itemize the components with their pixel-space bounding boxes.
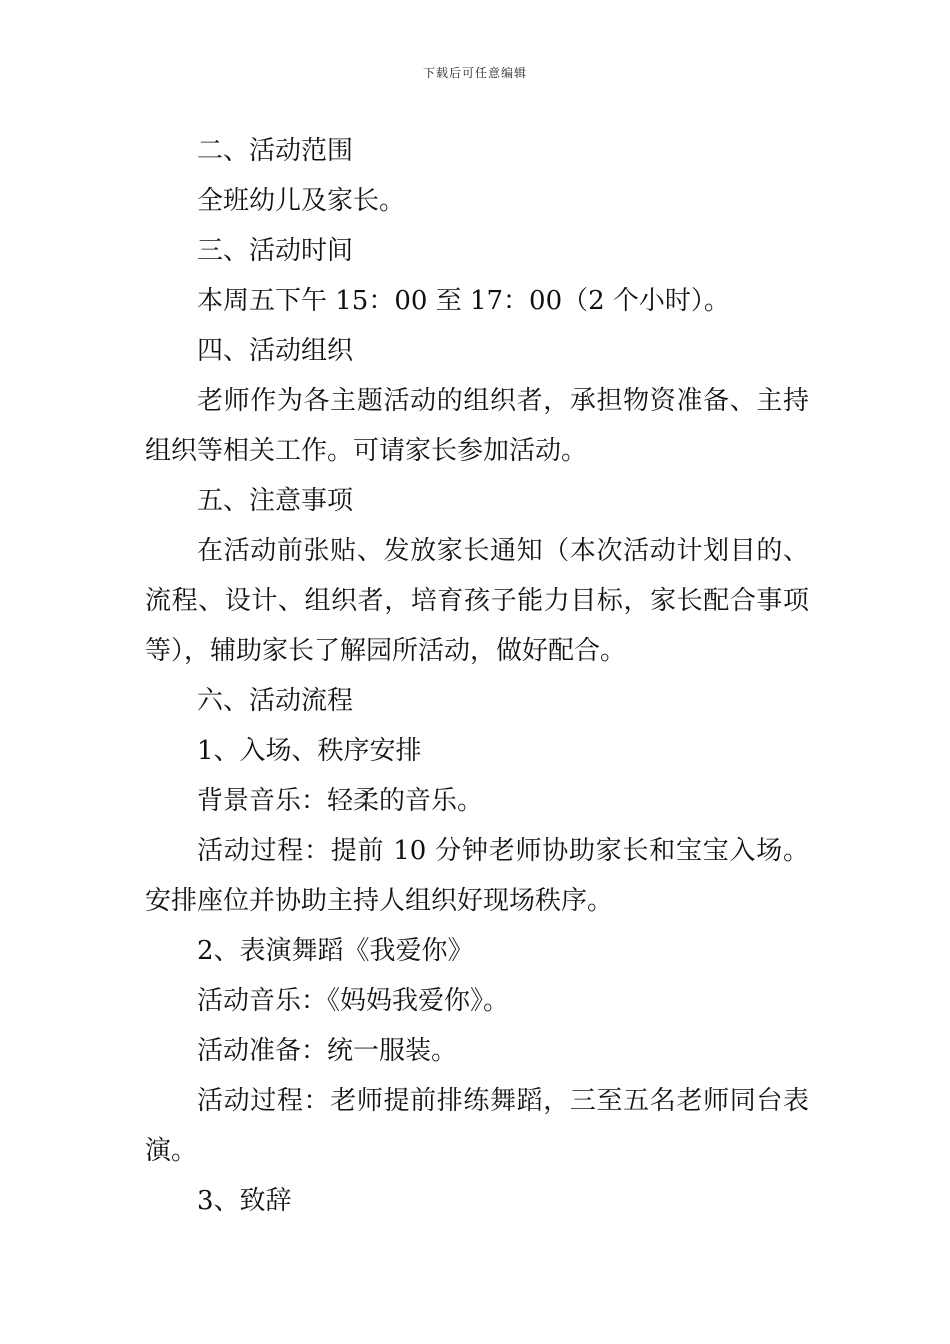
- step-heading-entry: 1、入场、秩序安排: [197, 736, 422, 766]
- paragraph-dance-preparation: 活动准备：统一服装。: [197, 1036, 458, 1066]
- step-heading-dance: 2、表演舞蹈《我爱你》: [197, 936, 474, 966]
- paragraph-time: 本周五下午 15：00 至 17：00（2 个小时）。: [197, 286, 730, 316]
- paragraph-notes: 在活动前张贴、发放家长通知（本次活动计划目的、流程、设计、组织者，培育孩子能力目标，家长配合事项等），辅助家长了解园所活动，做好配合。: [145, 536, 809, 666]
- section-heading-organization: 四、活动组织: [197, 336, 354, 366]
- section-heading-notes: 五、注意事项: [197, 486, 354, 516]
- paragraph-background-music: 背景音乐：轻柔的音乐。: [197, 786, 484, 816]
- page-header: 下载后可任意编辑: [422, 66, 527, 80]
- document-body: [145, 126, 809, 1226]
- paragraph-organization: 老师作为各主题活动的组织者，承担物资准备、主持组织等相关工作。可请家长参加活动。: [145, 386, 809, 466]
- section-heading-scope: 二、活动范围: [197, 136, 354, 166]
- paragraph-scope: 全班幼儿及家长。: [197, 186, 406, 216]
- paragraph-dance-process: 活动过程：老师提前排练舞蹈，三至五名老师同台表演。: [145, 1086, 809, 1166]
- step-heading-speech: 3、致辞: [197, 1186, 292, 1216]
- section-heading-time: 三、活动时间: [197, 236, 354, 266]
- paragraph-entry-process: 活动过程：提前 10 分钟老师协助家长和宝宝入场。安排座位并协助主持人组织好现场秩序。: [145, 836, 809, 916]
- section-heading-process: 六、活动流程: [197, 686, 354, 716]
- paragraph-dance-music: 活动音乐：《妈妈我爱你》。: [197, 986, 510, 1016]
